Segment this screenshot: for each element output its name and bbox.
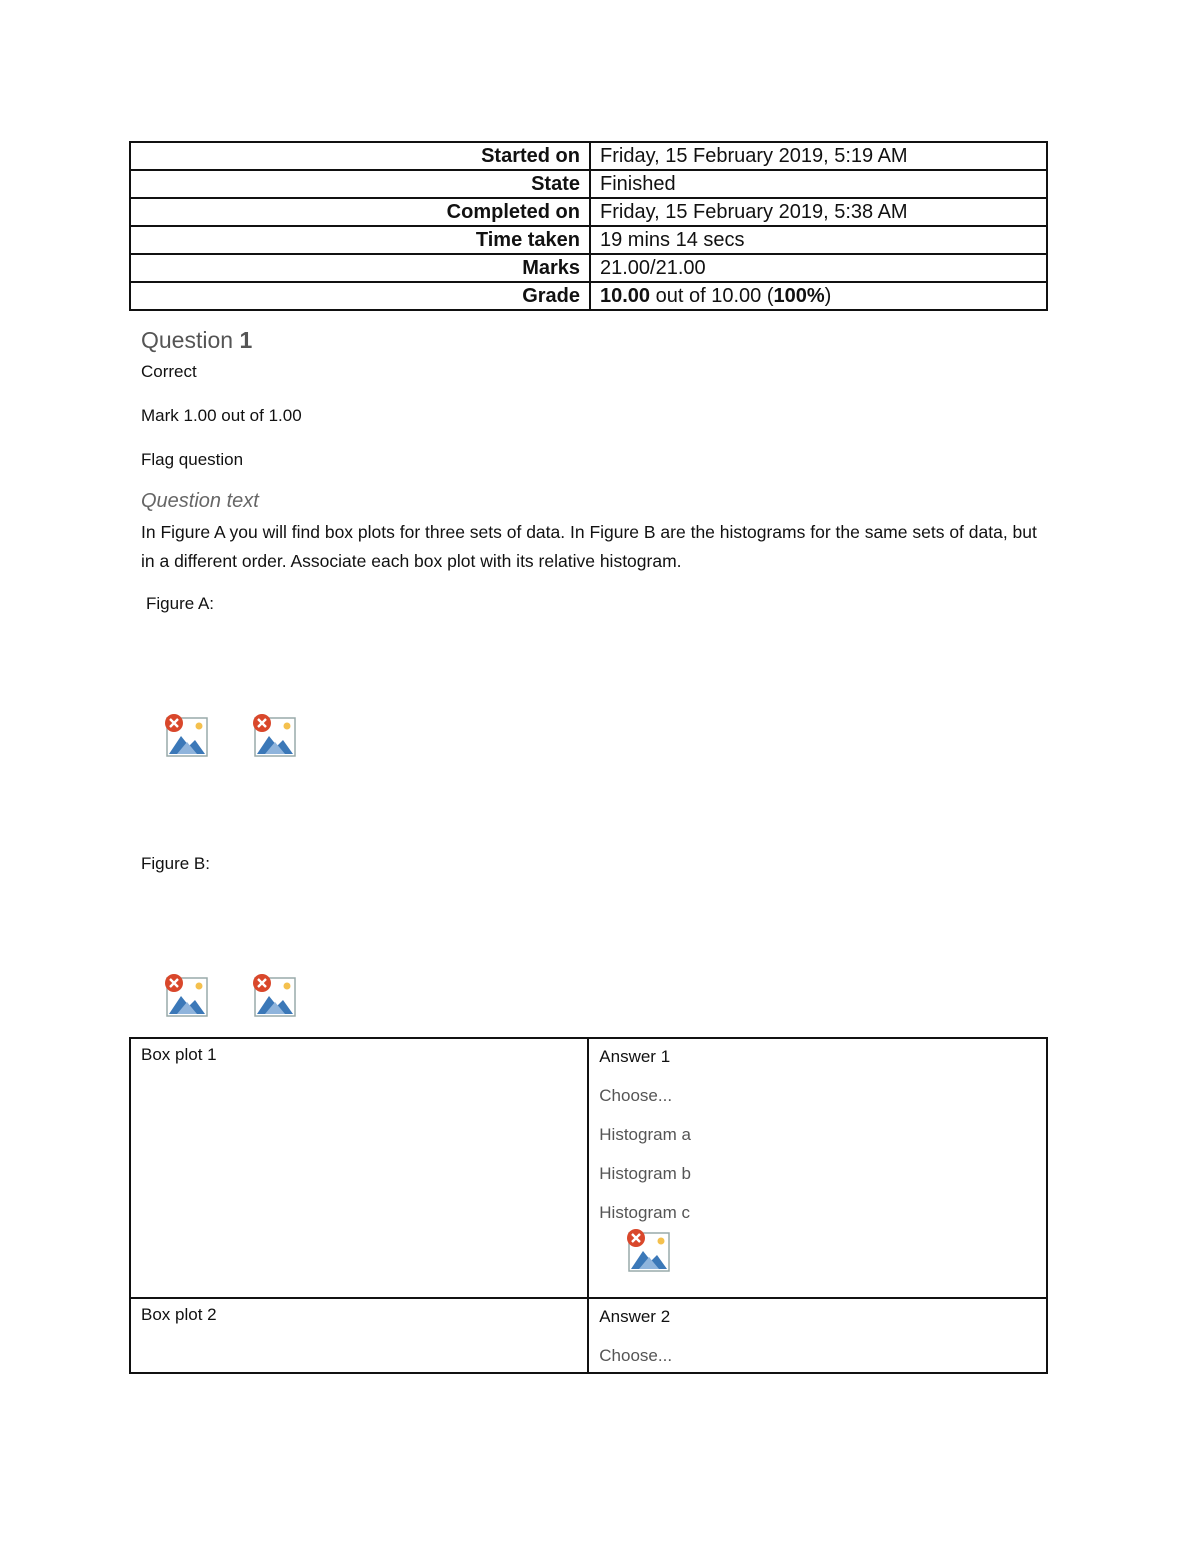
answer-cell [588,1298,1047,1373]
question-number: 1 [239,327,253,353]
question-text: In Figure A you will find box plots for three sets of data. In Figure B are the histograms for the same sets of data, but in a different order. Associate each box plot with its relative histogram. [141,522,1037,571]
summary-key: State [130,170,590,198]
matching-row [130,1038,1047,1298]
question-title [141,327,252,354]
summary-row-marks [130,254,1047,282]
option-histogram-b[interactable]: Histogram b [599,1164,691,1183]
question-mark: Mark 1.00 out of 1.00 [141,406,302,425]
grade-rest: out of 10.00 ( [650,285,774,307]
summary-value: 21.00/21.00 [590,254,1047,282]
summary-row-started [130,142,1047,170]
box-plot-label: Box plot 1 [130,1038,588,1298]
summary-row-state [130,170,1047,198]
broken-image-icon [251,712,297,758]
question-text-heading: Question text [141,490,259,512]
summary-row-completed [130,198,1047,226]
summary-value: Friday, 15 February 2019, 5:19 AM [590,142,1047,170]
question-title-prefix: Question [141,327,240,353]
summary-value: Finished [590,170,1047,198]
summary-row-time-taken [130,226,1047,254]
option-choose[interactable]: Choose... [599,1086,673,1105]
grade-percent: 100% [773,285,825,307]
summary-key: Time taken [130,226,590,254]
option-histogram-a[interactable]: Histogram a [599,1125,691,1144]
broken-image-icon [163,712,209,758]
answer-label: Answer 1 [599,1047,671,1066]
matching-row [130,1298,1047,1373]
box-plot-label: Box plot 2 [130,1298,588,1373]
grade-value [590,282,1047,310]
answer-label: Answer 2 [599,1307,671,1326]
summary-row-grade [130,282,1047,310]
figure-b-label: Figure B: [141,854,210,873]
option-choose[interactable]: Choose... [599,1346,673,1365]
summary-key: Grade [130,282,590,310]
question-status: Correct [141,362,197,381]
summary-value: Friday, 15 February 2019, 5:38 AM [590,198,1047,226]
summary-value: 19 mins 14 secs [590,226,1047,254]
figure-a-label: Figure A: [146,594,215,613]
answer-cell [588,1038,1047,1298]
attempt-summary-table [129,141,1048,311]
option-histogram-c[interactable]: Histogram c [599,1203,690,1222]
flag-question-link[interactable]: Flag question [141,450,244,469]
summary-key: Completed on [130,198,590,226]
grade-score: 10.00 [600,285,651,307]
matching-table [129,1037,1048,1374]
summary-key: Started on [130,142,590,170]
broken-image-icon [163,972,209,1018]
grade-close: ) [824,285,832,307]
summary-key: Marks [130,254,590,282]
broken-image-icon [251,972,297,1018]
broken-image-icon [625,1227,671,1273]
